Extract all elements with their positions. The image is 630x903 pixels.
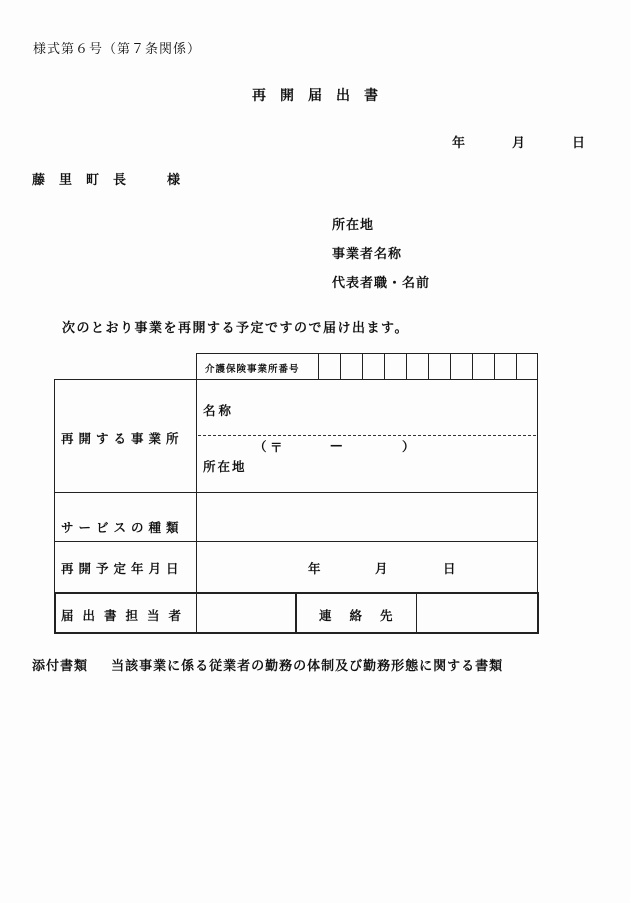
attachments-label: 添付書類 — [32, 659, 89, 674]
planned-date-label: 再開予定年月日 — [61, 561, 184, 576]
planned-date-month: 月 — [375, 561, 388, 576]
attachments — [32, 655, 503, 674]
form-number: 様式第６号（第７条関係） — [33, 42, 202, 57]
facility-name-field[interactable] — [250, 390, 530, 430]
date-day: 日 — [572, 136, 586, 151]
contact-person-field[interactable] — [198, 594, 294, 631]
service-type-field[interactable] — [198, 494, 536, 540]
applicant-address-label: 所在地 — [332, 218, 375, 233]
date-month: 月 — [512, 136, 526, 151]
care-number-label: 介護保険事業所番号 — [205, 364, 300, 375]
planned-date-day: 日 — [443, 561, 456, 576]
date-year: 年 — [452, 136, 466, 151]
applicant-business-name-label: 事業者名称 — [332, 247, 403, 262]
contact-field[interactable] — [418, 594, 536, 631]
service-type-label: サービスの種類 — [61, 520, 184, 535]
facility-location-label: 所在地 — [203, 459, 247, 474]
facility-name-label: 名称 — [203, 403, 235, 418]
postal-dash: — — [330, 437, 343, 452]
attachments-content: 当該事業に係る従業者の勤務の体制及び勤務形態に関する書類 — [111, 659, 504, 674]
facility-label: 再開する事業所 — [61, 431, 184, 446]
care-number-boxes[interactable] — [319, 354, 537, 379]
contact-label: 連絡先 — [319, 608, 411, 623]
facility-location-field[interactable] — [250, 452, 530, 488]
addressee: 藤里町長 様 — [32, 173, 195, 188]
statement: 次のとおり事業を再開する予定ですので届け出ます。 — [62, 321, 409, 336]
planned-date-year: 年 — [308, 561, 321, 576]
document-title: 再開届出書 — [252, 88, 392, 104]
contact-person-label: 届出書担当者 — [61, 608, 191, 623]
applicant-representative-label: 代表者職・名前 — [332, 276, 431, 291]
postal-open: （ — [254, 439, 267, 454]
postal-mark-icon: 〒 — [270, 440, 283, 455]
postal-close: ） — [402, 439, 415, 454]
